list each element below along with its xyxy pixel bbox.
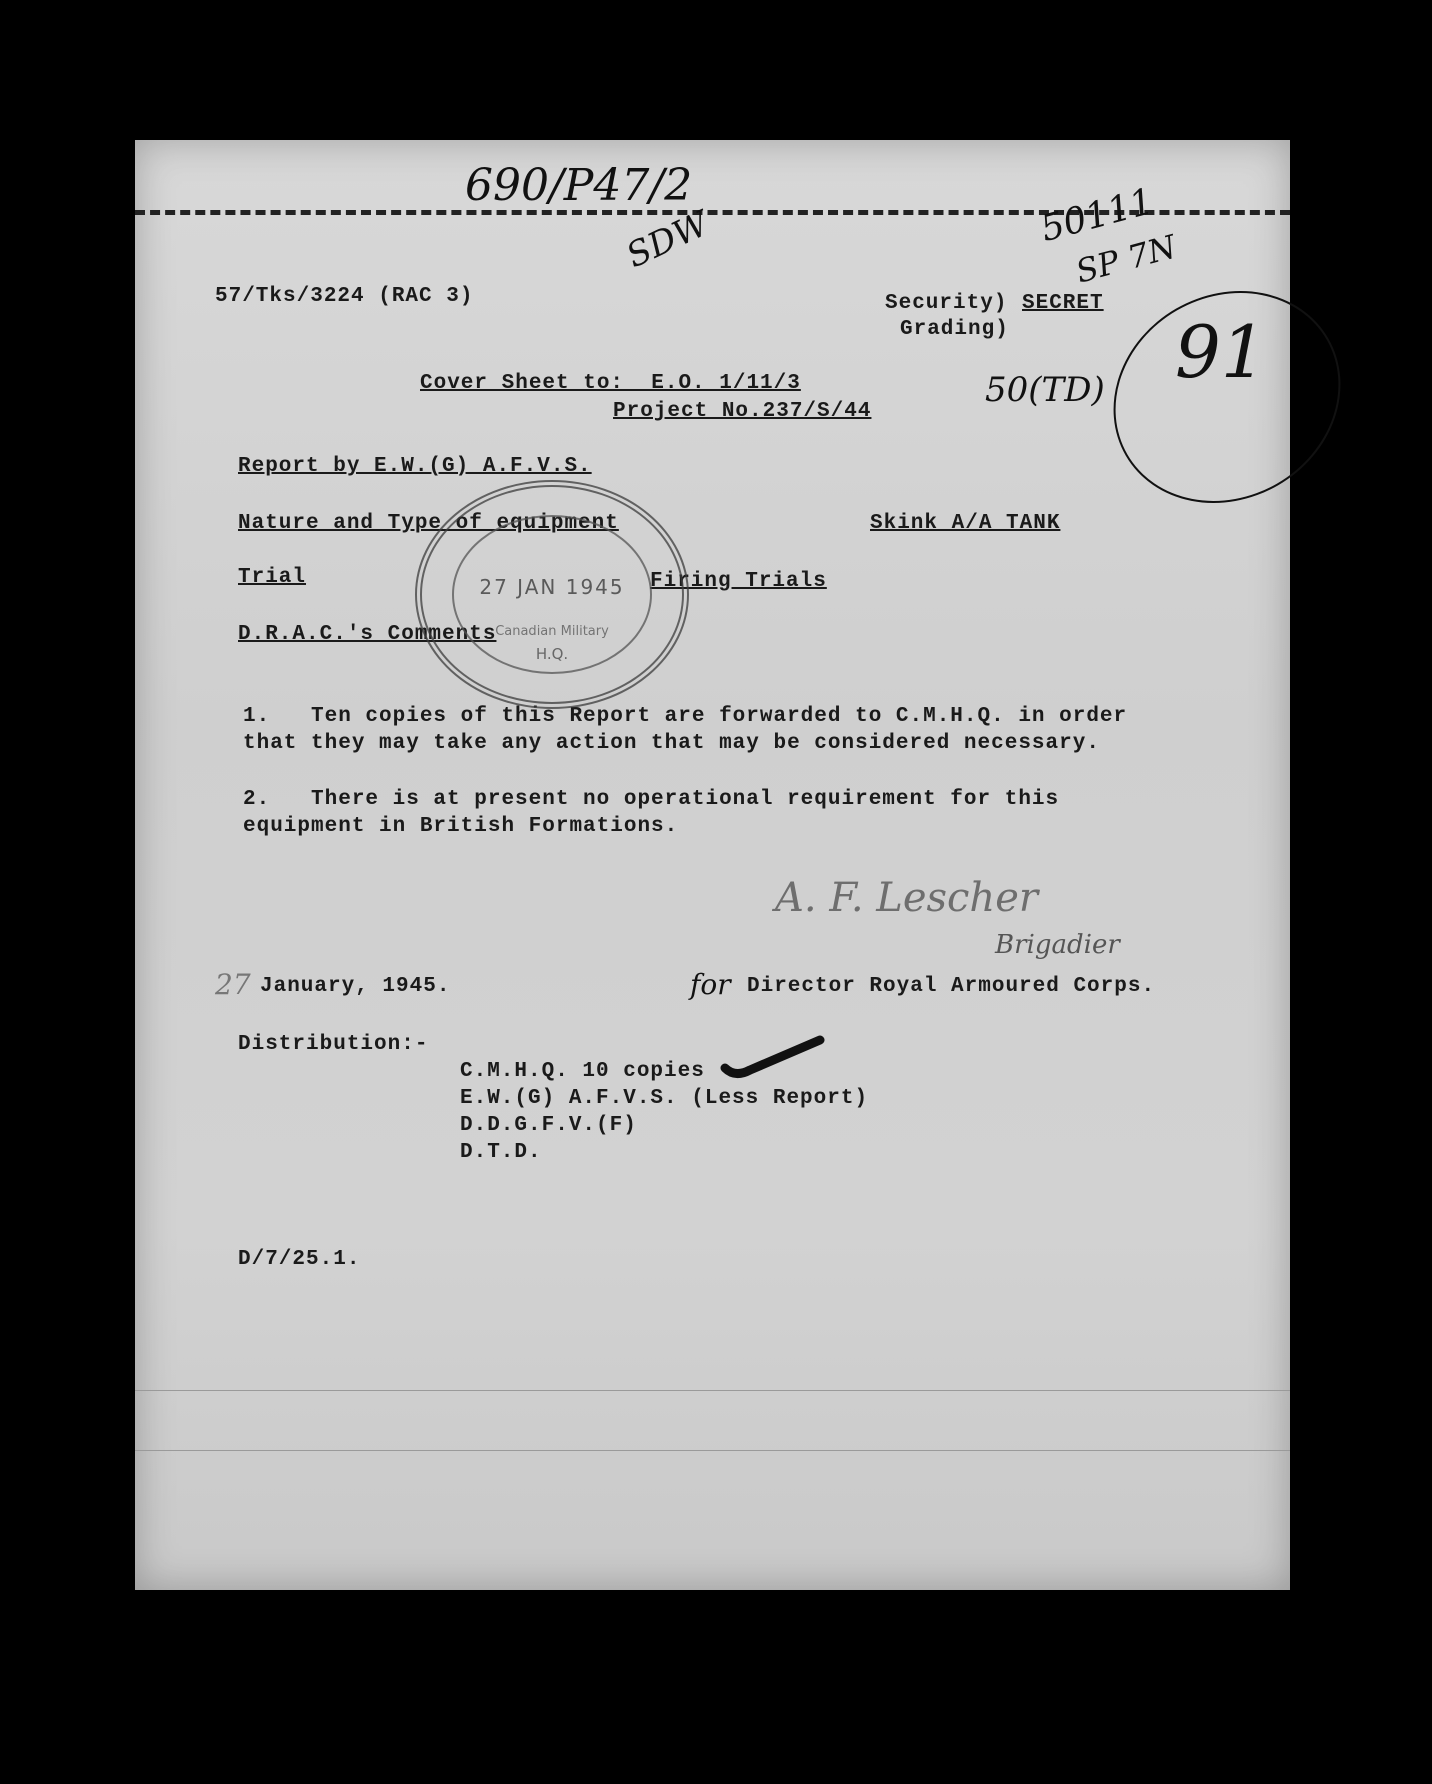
reference-number: 57/Tks/3224 (RAC 3)	[215, 285, 474, 308]
stamp-hq: H.Q.	[535, 645, 569, 663]
distribution-item: D.D.G.F.V.(F)	[460, 1114, 637, 1137]
nature-value: Skink A/A TANK	[870, 512, 1061, 535]
distribution-label: Distribution:-	[238, 1033, 429, 1056]
handwritten-circled-ref: SP 7N	[1071, 227, 1181, 291]
paragraph-2-line-2: equipment in British Formations.	[243, 815, 679, 838]
security-label: Grading)	[900, 318, 1009, 341]
handwritten-for: for	[690, 968, 731, 1001]
paragraph-1-line-2: that they may take any action that may be considered necessary.	[243, 732, 1100, 755]
report-by: Report by E.W.(G) A.F.V.S.	[238, 455, 592, 478]
comments-heading: D.R.A.C.'s Comments	[238, 623, 497, 646]
cover-sheet-line: Cover Sheet to: E.O. 1/11/3	[420, 372, 801, 395]
trial-value: Firing Trials	[650, 570, 827, 593]
security-label: Security)	[885, 292, 1008, 315]
closing-date: January, 1945.	[260, 975, 451, 998]
handwritten-initials: SDW	[620, 203, 715, 277]
handwritten-folio: 91	[1175, 310, 1267, 394]
trial-label: Trial	[238, 566, 307, 589]
distribution-item: E.W.(G) A.F.V.S. (Less Report)	[460, 1087, 869, 1110]
handwritten-margin-ref: 50(TD)	[985, 370, 1105, 410]
stamp-date: 27 JAN 1945	[479, 575, 625, 599]
distribution-item: C.M.H.Q. 10 copies	[460, 1060, 705, 1083]
paragraph-1-line-1: 1. Ten copies of this Report are forwarded to C.M.H.Q. in order	[243, 705, 1128, 728]
distribution-item: D.T.D.	[460, 1141, 542, 1164]
handwritten-oval	[1075, 250, 1380, 544]
footer-code: D/7/25.1.	[238, 1248, 361, 1271]
stamp-organization: Canadian Military	[495, 624, 609, 639]
handwritten-circled-ref: 50111	[1036, 180, 1158, 251]
received-stamp	[415, 480, 689, 709]
signature: A. F. Lescher	[775, 875, 1038, 921]
paragraph-2-line-1: 2. There is at present no operational requirement for this	[243, 788, 1060, 811]
handwritten-file-ref: 690/P47/2	[465, 160, 693, 211]
check-mark-icon	[720, 1030, 830, 1085]
signatory-title: Director Royal Armoured Corps.	[747, 975, 1156, 998]
signature-rank: Brigadier	[995, 930, 1120, 960]
document-page	[135, 140, 1290, 1590]
handwritten-date-day: 27	[215, 968, 251, 1001]
project-number: Project No.237/S/44	[613, 400, 872, 423]
fold-crease	[135, 1450, 1290, 1451]
security-grading: SECRET	[1022, 292, 1104, 315]
nature-label: Nature and Type of equipment	[238, 512, 619, 535]
fold-crease	[135, 1390, 1290, 1391]
